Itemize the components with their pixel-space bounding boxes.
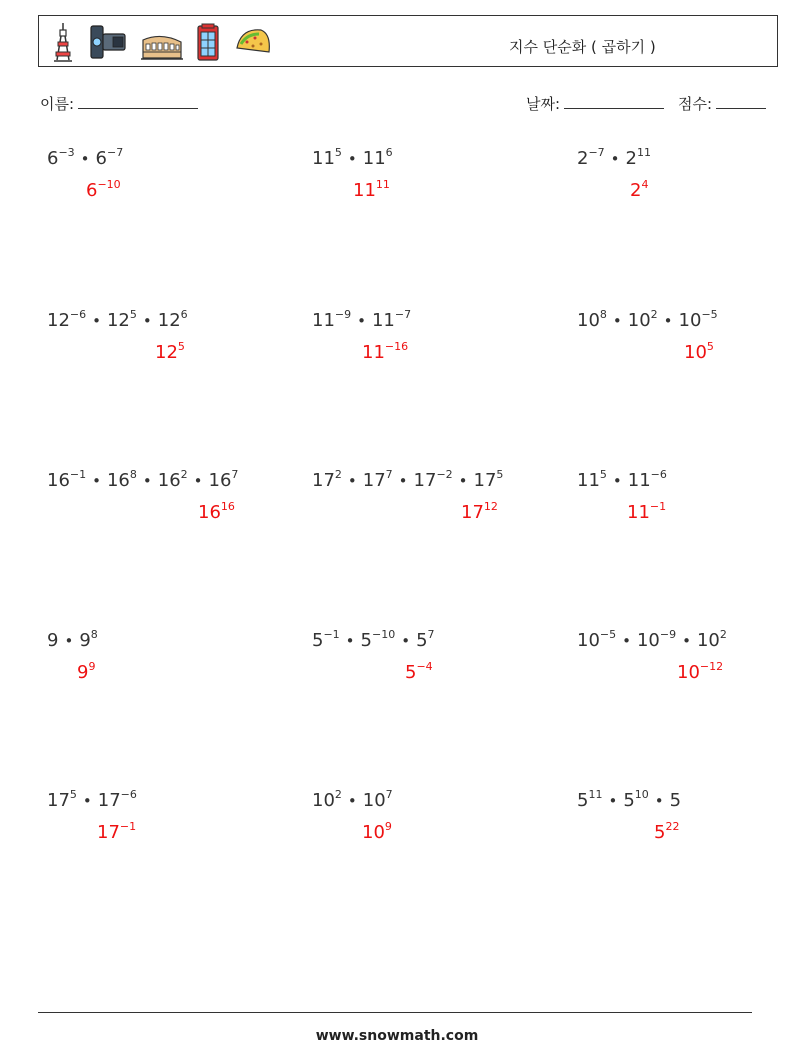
problem-5 xyxy=(312,310,411,331)
exponent-answer: 12 xyxy=(483,500,498,513)
name-field xyxy=(40,93,198,114)
base-2: 12 xyxy=(106,310,130,331)
exponent-1: 8 xyxy=(599,308,607,321)
exponent-2: 5 xyxy=(129,308,137,321)
exponent-3: −2 xyxy=(436,468,453,481)
score-line[interactable] xyxy=(716,94,766,109)
score-label: 점수: xyxy=(678,95,713,113)
problem-11 xyxy=(312,630,435,651)
exponent-answer: −12 xyxy=(699,660,724,673)
base-2: 11 xyxy=(627,470,651,491)
exponent-2: −7 xyxy=(394,308,412,321)
exponent-answer: −16 xyxy=(384,340,409,353)
base-3: 10 xyxy=(678,310,702,331)
multiply-dot: • xyxy=(610,150,620,168)
exponent-answer: 22 xyxy=(665,820,680,833)
exponent-1: −3 xyxy=(58,146,75,159)
multiply-dot: • xyxy=(398,472,408,490)
problem-1 xyxy=(47,148,123,169)
problem-15 xyxy=(577,790,681,811)
multiply-dot: • xyxy=(347,150,357,168)
exponent-answer: −4 xyxy=(416,660,433,673)
exponent-1: −1 xyxy=(323,628,340,641)
exponent-answer: −10 xyxy=(97,178,121,191)
multiply-dot: • xyxy=(608,792,618,810)
exponent-answer: 5 xyxy=(177,340,185,353)
answer-4 xyxy=(155,342,185,363)
answer-14 xyxy=(362,822,392,843)
exponent-3: 6 xyxy=(180,308,188,321)
base-1: 10 xyxy=(577,630,600,651)
multiply-dot: • xyxy=(347,792,357,810)
base-2: 5 xyxy=(360,630,372,651)
exponent-1: −6 xyxy=(69,308,87,321)
colosseum-icon xyxy=(141,22,183,62)
multiply-dot: • xyxy=(82,792,92,810)
base-2: 16 xyxy=(106,470,130,491)
base-1: 9 xyxy=(47,630,59,651)
base-1: 11 xyxy=(577,470,600,491)
exponent-1: −1 xyxy=(69,468,87,481)
tower-icon xyxy=(49,22,77,62)
base-answer: 10 xyxy=(677,662,700,683)
exponent-1: 5 xyxy=(599,468,607,481)
exponent-1: 2 xyxy=(334,788,342,801)
date-field xyxy=(526,93,664,114)
base-1: 11 xyxy=(312,310,335,331)
multiply-dot: • xyxy=(193,472,203,490)
exponent-answer: 11 xyxy=(375,178,390,191)
exponent-answer: −1 xyxy=(119,820,137,833)
multiply-dot: • xyxy=(663,312,673,330)
exponent-answer: −1 xyxy=(649,500,667,513)
base-2: 17 xyxy=(362,470,386,491)
base-1: 6 xyxy=(47,148,59,169)
multiply-dot: • xyxy=(612,472,622,490)
multiply-dot: • xyxy=(622,632,631,650)
base-answer: 10 xyxy=(684,342,707,363)
base-4: 17 xyxy=(473,470,497,491)
exponent-1: 2 xyxy=(334,468,342,481)
exponent-2: 7 xyxy=(385,468,393,481)
exponent-2: −6 xyxy=(650,468,667,481)
exponent-2: −7 xyxy=(106,146,124,159)
answer-3 xyxy=(630,180,648,201)
base-answer: 16 xyxy=(198,502,221,523)
answer-7 xyxy=(198,502,235,523)
multiply-dot: • xyxy=(92,472,101,490)
footer-url: www.snowmath.com xyxy=(315,1028,479,1044)
base-1: 11 xyxy=(312,148,335,169)
problem-14 xyxy=(312,790,393,811)
problem-2 xyxy=(312,148,393,169)
base-answer: 12 xyxy=(155,342,178,363)
base-2: 11 xyxy=(371,310,395,331)
base-2: 10 xyxy=(636,630,660,651)
answer-5 xyxy=(362,342,408,363)
answer-9 xyxy=(627,502,666,523)
multiply-dot: • xyxy=(64,632,74,650)
answer-6 xyxy=(684,342,714,363)
exponent-2: 8 xyxy=(90,628,98,641)
base-answer: 10 xyxy=(362,822,385,843)
multiply-dot: • xyxy=(682,632,691,650)
base-1: 12 xyxy=(47,310,70,331)
base-answer: 11 xyxy=(627,502,650,523)
base-2: 10 xyxy=(362,790,386,811)
multiply-dot: • xyxy=(458,472,468,490)
problem-12 xyxy=(577,630,727,651)
exponent-answer: 5 xyxy=(706,340,714,353)
problem-3 xyxy=(577,148,651,169)
exponent-2: 8 xyxy=(129,468,137,481)
date-line[interactable] xyxy=(564,94,664,109)
exponent-answer: 9 xyxy=(384,820,392,833)
base-answer: 5 xyxy=(405,662,417,683)
base-2: 11 xyxy=(362,148,386,169)
base-3: 17 xyxy=(413,470,437,491)
exponent-1: −7 xyxy=(588,146,605,159)
base-answer: 11 xyxy=(353,180,376,201)
problem-10 xyxy=(47,630,98,651)
answer-15 xyxy=(654,822,679,843)
exponent-2: −9 xyxy=(659,628,677,641)
multiply-dot: • xyxy=(92,312,101,330)
base-2: 2 xyxy=(625,148,637,169)
exponent-2: 2 xyxy=(650,308,658,321)
exponent-3: 2 xyxy=(180,468,188,481)
base-2: 6 xyxy=(95,148,107,169)
answer-8 xyxy=(461,502,498,523)
base-answer: 2 xyxy=(630,180,642,201)
exponent-2: 11 xyxy=(636,146,651,159)
exponent-1: −9 xyxy=(334,308,352,321)
problem-4 xyxy=(47,310,188,331)
exponent-4: 7 xyxy=(231,468,239,481)
base-4: 16 xyxy=(208,470,232,491)
base-1: 2 xyxy=(577,148,589,169)
answer-10 xyxy=(77,662,95,683)
base-answer: 17 xyxy=(461,502,484,523)
taco-icon xyxy=(233,22,273,62)
multiply-dot: • xyxy=(347,472,357,490)
exponent-2: 6 xyxy=(385,146,393,159)
multiply-dot: • xyxy=(142,312,152,330)
answer-12 xyxy=(677,662,723,683)
base-1: 17 xyxy=(47,790,70,811)
base-1: 16 xyxy=(47,470,70,491)
base-3: 10 xyxy=(696,630,720,651)
icon-strip xyxy=(49,22,273,62)
exponent-2: 10 xyxy=(634,788,649,801)
exponent-2: 7 xyxy=(385,788,393,801)
date-label: 날짜: xyxy=(526,95,561,113)
multiply-dot: • xyxy=(345,632,355,650)
base-1: 10 xyxy=(312,790,335,811)
base-answer: 11 xyxy=(362,342,385,363)
problem-13 xyxy=(47,790,137,811)
base-answer: 5 xyxy=(654,822,666,843)
answer-1 xyxy=(86,180,121,201)
exponent-1: 11 xyxy=(588,788,603,801)
problem-8 xyxy=(312,470,503,491)
base-answer: 17 xyxy=(97,822,120,843)
exponent-1: −5 xyxy=(599,628,617,641)
exponent-3: 2 xyxy=(719,628,727,641)
name-line[interactable] xyxy=(78,94,198,109)
base-2: 10 xyxy=(627,310,651,331)
problem-7 xyxy=(47,470,238,491)
camcorder-icon xyxy=(89,22,129,62)
answer-2 xyxy=(353,180,390,201)
problem-6 xyxy=(577,310,718,331)
exponent-2: −6 xyxy=(120,788,137,801)
base-1: 10 xyxy=(577,310,600,331)
exponent-3: 7 xyxy=(427,628,435,641)
multiply-dot: • xyxy=(654,792,664,810)
exponent-answer: 4 xyxy=(641,178,649,191)
base-2: 17 xyxy=(97,790,121,811)
base-3: 16 xyxy=(157,470,181,491)
multiply-dot: • xyxy=(357,312,366,330)
exponent-1: 5 xyxy=(334,146,342,159)
multiply-dot: • xyxy=(612,312,622,330)
base-2: 9 xyxy=(79,630,91,651)
answer-13 xyxy=(97,822,136,843)
base-answer: 6 xyxy=(86,180,98,201)
base-3: 12 xyxy=(157,310,181,331)
answer-11 xyxy=(405,662,433,683)
base-3: 5 xyxy=(669,790,682,811)
exponent-answer: 16 xyxy=(220,500,235,513)
base-1: 5 xyxy=(577,790,589,811)
header-box xyxy=(38,15,778,67)
base-answer: 9 xyxy=(77,662,89,683)
exponent-2: −10 xyxy=(371,628,396,641)
base-1: 5 xyxy=(312,630,324,651)
phone-booth-icon xyxy=(195,22,221,62)
base-1: 17 xyxy=(312,470,335,491)
base-2: 5 xyxy=(623,790,635,811)
exponent-4: 5 xyxy=(496,468,504,481)
base-3: 5 xyxy=(416,630,428,651)
worksheet-title: 지수 단순화 ( 곱하기 ) xyxy=(509,38,656,56)
exponent-answer: 9 xyxy=(88,660,96,673)
exponent-1: 5 xyxy=(69,788,77,801)
footer-rule xyxy=(38,1012,752,1013)
problem-9 xyxy=(577,470,667,491)
multiply-dot: • xyxy=(401,632,411,650)
multiply-dot: • xyxy=(142,472,152,490)
multiply-dot: • xyxy=(80,150,90,168)
name-label: 이름: xyxy=(40,95,75,113)
score-field xyxy=(678,93,766,114)
exponent-3: −5 xyxy=(701,308,718,321)
